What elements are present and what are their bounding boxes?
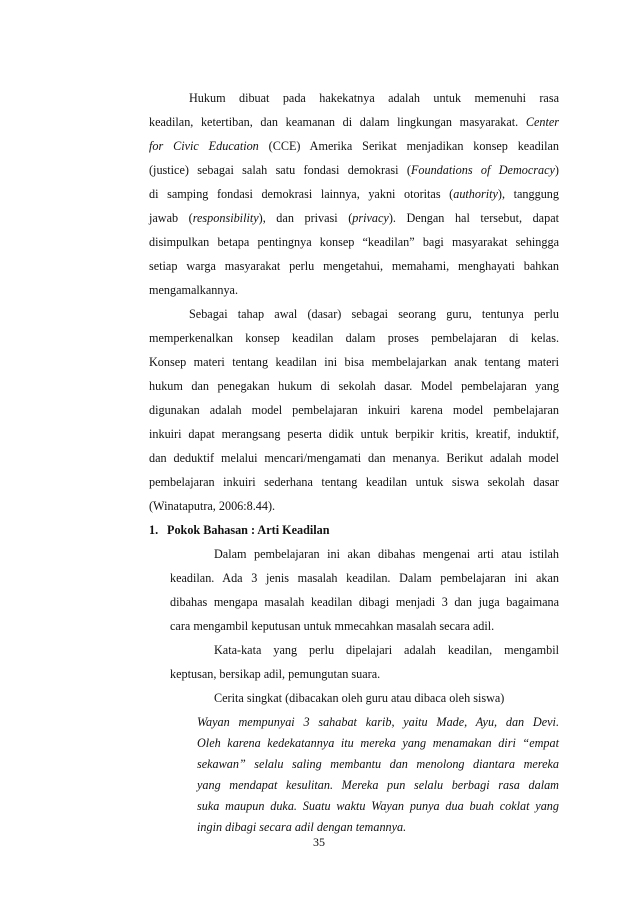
paragraph-line [149,399,559,421]
italic-term: privacy [352,211,389,225]
text-run: inkuiri dapat merangsang peserta didik untuk berpikir kritis, kreatif, induktif, [149,427,559,441]
story-line: sekawan” selalu saling membantu dan menolong diantara mereka [197,757,559,771]
paragraph-line [149,495,559,517]
text-run: disimpulkan betapa pentingnya konsep “keadilan” bagi masyarakat sehingga [149,235,559,249]
section-title: Pokok Bahasan : Arti Keadilan [167,523,330,537]
text-run: Sebagai tahap awal (dasar) sebagai seorang guru, tentunya perlu [189,307,559,321]
paragraph-line [149,423,559,445]
paragraph-line [149,207,559,229]
italic-term: for Civic Education [149,139,259,153]
text-run: ), tanggung [497,187,559,201]
text-run: keadilan. Ada 3 jenis masalah keadilan. Dalam pembelajaran ini akan [170,571,559,585]
story-line: Oleh karena kedekatannya itu mereka yang menamakan diri “empat [197,736,559,750]
italic-term: authority [453,187,498,201]
text-run: memperkenalkan konsep keadilan dalam proses pembelajaran di kelas. [149,331,559,345]
text-run: Konsep materi tentang keadilan ini bisa membelajarkan anak tentang materi [149,355,559,369]
paragraph-line [149,255,559,277]
paragraph-line [149,231,559,253]
text-run: mengamalkannya. [149,283,239,297]
italic-term: responsibility [192,211,259,225]
text-run: ). Dengan hal tersebut, dapat [388,211,559,225]
paragraph-line [149,111,559,133]
paragraph-line [170,567,559,589]
text-run: cara mengambil keputusan untuk mmecahkan masalah secara adil. [170,619,495,633]
text-run: ) [554,163,559,177]
story-line: yang mendapat kesulitan. Mereka pun selalu berbagi rasa dalam [197,778,559,792]
paragraph-line [214,543,559,565]
paragraph-line [149,471,559,493]
text-run: ), dan privasi ( [258,211,353,225]
text-run: jawab ( [149,211,193,225]
paragraph-line [149,279,559,301]
text-run: di samping fondasi demokrasi lainnya, yakni otoritas ( [149,187,454,201]
text-run: Hukum dibuat pada hakekatnya adalah untuk memenuhi rasa [189,91,559,105]
paragraph-line [189,87,559,109]
italic-term: Foundations of Democracy [410,163,555,177]
paragraph-line [149,183,559,205]
text-run: digunakan adalah model pembelajaran inkuiri karena model pembelajaran [149,403,559,417]
text-run: (justice) sebagai salah satu fondasi demokrasi ( [149,163,411,177]
text-run: keadilan, ketertiban, dan keamanan di dalam lingkungan masyarakat. [149,115,526,129]
italic-term: Center [525,115,559,129]
text-run: Dalam pembelajaran ini akan dibahas mengenai arti atau istilah [214,547,559,561]
text-run: setiap warga masyarakat perlu mengetahui, memahami, menghayati bahkan [149,259,559,273]
text-run: dan deduktif melalui mencari/mengamati dan menanya. Berikut adalah model [149,451,559,465]
paragraph-line [149,327,559,349]
story-line: suka maupun duka. Suatu waktu Wayan punya dua buah coklat yang [197,799,559,813]
text-run: (CCE) Amerika Serikat menjadikan konsep keadilan [258,139,559,153]
paragraph-line [214,639,559,661]
text-run: (Winataputra, 2006:8.44). [149,499,276,513]
text-run: Kata-kata yang perlu dipelajari adalah keadilan, mengambil [214,643,559,657]
section-number: 1. [149,523,159,537]
paragraph-line [149,135,559,157]
story-line: Wayan mempunyai 3 sahabat karib, yaitu Made, Ayu, dan Devi. [197,715,559,729]
paragraph-line [149,375,559,397]
paragraph-line [170,663,559,685]
paragraph-line [170,615,559,637]
paragraph-line [149,159,559,181]
section-heading [149,519,559,541]
text-run: hukum dan penegakan hukum di sekolah dasar. Model pembelajaran yang [149,379,559,393]
text-run: dibahas mengapa masalah keadilan dibagi menjadi 3 dan juga bagaimana [170,595,559,609]
story-intro: Cerita singkat (dibacakan oleh guru atau dibaca oleh siswa) [214,691,505,705]
paragraph-line [149,351,559,373]
page-number: 35 [313,835,325,849]
paragraph-line [149,447,559,469]
text-run: pembelajaran inkuiri sederhana tentang keadilan untuk siswa sekolah dasar [149,475,559,489]
story-line: ingin dibagi secara adil dengan temannya. [197,820,407,834]
paragraph-line [189,303,559,325]
text-run: keptusan, bersikap adil, pemungutan suara. [170,667,381,681]
paragraph-line [170,591,559,613]
